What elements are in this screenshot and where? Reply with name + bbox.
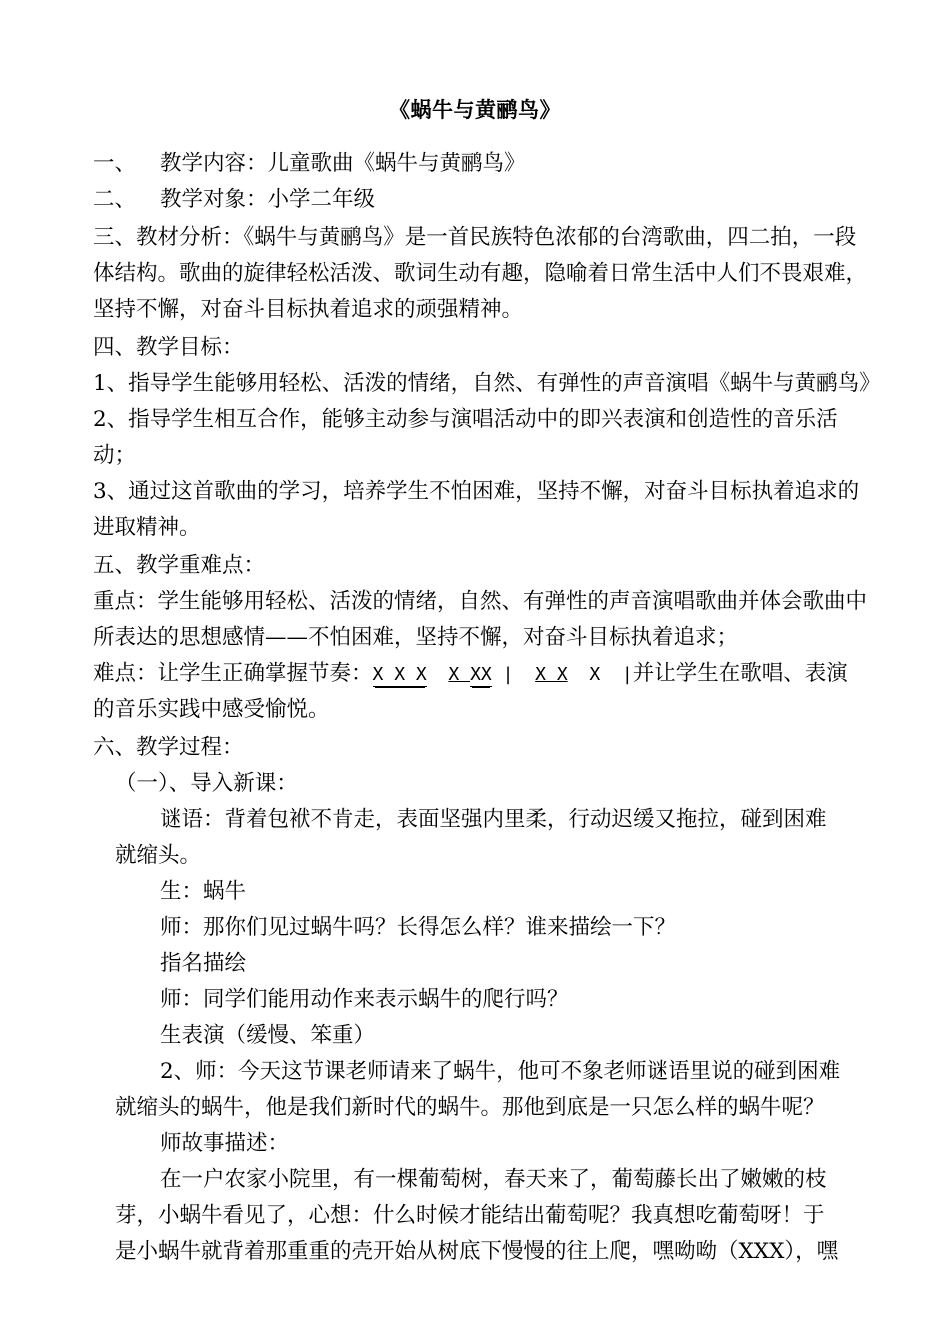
process-line: 师故事描述： bbox=[160, 1131, 290, 1156]
rhythm-group-2a: X bbox=[448, 664, 471, 685]
goal-item: 进取精神。 bbox=[93, 515, 201, 540]
goal-item: 动； bbox=[93, 443, 137, 468]
process-line: 生表演（缓慢、笨重） bbox=[160, 1023, 376, 1048]
section-2-number: 二、 bbox=[93, 187, 137, 212]
section-3-line: 体结构。歌曲的旋律轻松活泼、歌词生动有趣，隐喻着日常生活中人们不畏艰难， bbox=[93, 261, 868, 286]
difficulty-suffix: 并让学生在歌唱、表演 bbox=[632, 661, 848, 686]
section-1-text: 教学内容：儿童歌曲《蜗牛与黄鹂鸟》 bbox=[160, 151, 526, 176]
process-line: 就缩头。 bbox=[115, 843, 202, 868]
process-line: 师：那你们见过蜗牛吗？长得怎么样？谁来描绘一下？ bbox=[160, 915, 677, 940]
rhythm-group-2b: XX bbox=[470, 664, 492, 685]
process-line: 是小蜗牛就背着那重重的壳开始从树底下慢慢的往上爬，嘿呦呦（XXX），嘿 bbox=[115, 1239, 839, 1264]
section-1-number: 一、 bbox=[93, 151, 137, 176]
process-line: 在一户农家小院里，有一棵葡萄树，春天来了，葡萄藤长出了嫩嫩的枝 bbox=[160, 1167, 827, 1192]
document-title: 《蜗牛与黄鹂鸟》 bbox=[389, 97, 561, 122]
section-4-heading: 四、教学目标： bbox=[93, 335, 244, 360]
process-line: 师：同学们能用动作来表示蜗牛的爬行吗？ bbox=[160, 987, 569, 1012]
goal-item: 3、通过这首歌曲的学习，培养学生不怕困难，坚持不懈，对奋斗目标执着追求的 bbox=[93, 479, 860, 504]
section-3-line: 三、教材分析：《蜗牛与黄鹂鸟》是一首民族特色浓郁的台湾歌曲，四二拍，一段 bbox=[93, 225, 857, 250]
rhythm-barline: | bbox=[502, 664, 514, 685]
process-line: 指名描绘 bbox=[160, 951, 247, 976]
section-6-heading: 六、教学过程： bbox=[93, 735, 244, 760]
rhythm-group-4: X bbox=[589, 664, 601, 685]
section-5-heading: 五、教学重难点： bbox=[93, 553, 266, 578]
key-point-line: 重点：学生能够用轻松、活泼的情绪，自然、有弹性的声音演唱歌曲并体会歌曲中 bbox=[93, 589, 868, 614]
process-line: 生：蜗牛 bbox=[160, 879, 247, 904]
difficulty-prefix: 难点：让学生正确掌握节奏： bbox=[93, 661, 373, 686]
rhythm-barline: | bbox=[621, 664, 633, 685]
rhythm-notation bbox=[373, 664, 633, 687]
difficulty-line-2: 的音乐实践中感受愉悦。 bbox=[93, 697, 330, 722]
section-1-line bbox=[93, 146, 873, 182]
difficulty-line bbox=[93, 656, 873, 693]
process-line: 谜语：背着包袱不肯走，表面坚强内里柔，行动迟缓又拖拉，碰到困难 bbox=[160, 807, 827, 832]
process-line: 2、师：今天这节课老师请来了蜗牛，他可不象老师谜语里说的碰到困难 bbox=[160, 1059, 841, 1084]
process-line: 就缩头的蜗牛，他是我们新时代的蜗牛。那他到底是一只怎么样的蜗牛呢？ bbox=[115, 1095, 825, 1120]
goal-item: 1、指导学生能够用轻松、活泼的情绪，自然、有弹性的声音演唱《蜗牛与黄鹂鸟》 bbox=[93, 371, 881, 396]
subsection-intro-heading: （一）、导入新课： bbox=[115, 771, 298, 796]
process-line: 芽，小蜗牛看见了，心想：什么时候才能结出葡萄呢？我真想吃葡萄呀！于 bbox=[115, 1203, 825, 1228]
rhythm-group-3: X X bbox=[535, 664, 568, 685]
section-3-line: 坚持不懈，对奋斗目标执着追求的顽强精神。 bbox=[93, 297, 524, 322]
section-2-text: 教学对象：小学二年级 bbox=[160, 187, 376, 212]
key-point-line: 所表达的思想感情——不怕困难，坚持不懈，对奋斗目标执着追求； bbox=[93, 625, 739, 650]
goal-item: 2、指导学生相互合作，能够主动参与演唱活动中的即兴表演和创造性的音乐活 bbox=[93, 407, 838, 432]
section-2-line bbox=[93, 182, 873, 218]
rhythm-group-1: X X X bbox=[372, 664, 427, 685]
